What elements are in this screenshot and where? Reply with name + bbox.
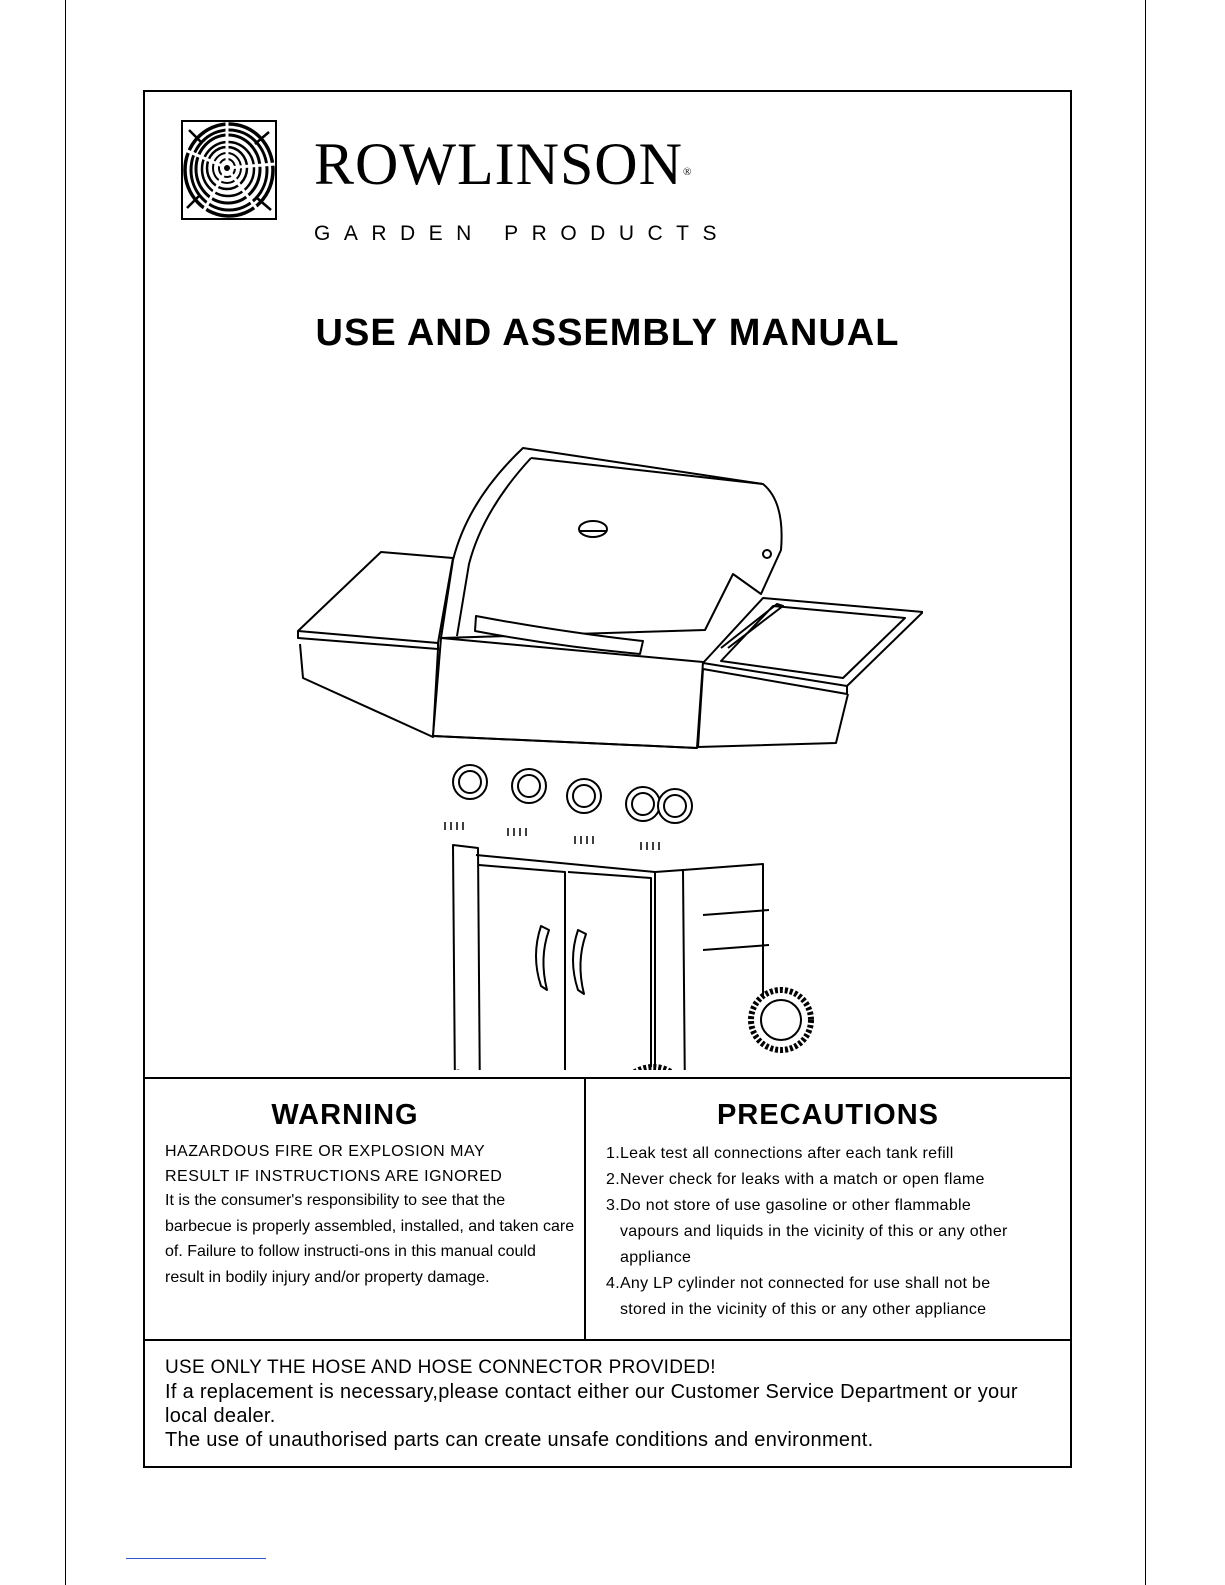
hose-notice-heading: USE ONLY THE HOSE AND HOSE CONNECTOR PROVIDED!: [165, 1357, 716, 1378]
manual-cover-frame: [143, 90, 1072, 1468]
hose-notice-warning: The use of unauthorised parts can create unsafe conditions and environment.: [165, 1429, 874, 1451]
precaution-item: 3.Do not store of use gasoline or other flammable vapours and liquids in the vicinity of this or any other appliance: [606, 1197, 1008, 1266]
brand-logo: [181, 120, 771, 245]
page-edge-right: [1145, 0, 1146, 1585]
warning-headline-line: RESULT IF INSTRUCTIONS ARE IGNORED: [165, 1168, 503, 1185]
tree-ring-icon: [181, 120, 277, 220]
precautions-list: [606, 1141, 1066, 1323]
warning-headline: [165, 1139, 502, 1189]
registered-mark: ®: [682, 166, 693, 178]
footer-link-underline[interactable]: [126, 1558, 266, 1559]
brand-subtitle: GARDEN PRODUCTS: [314, 222, 731, 245]
warning-title: WARNING: [271, 1099, 419, 1131]
warning-headline-line: HAZARDOUS FIRE OR EXPLOSION MAY: [165, 1143, 486, 1160]
hose-notice-replacement: If a replacement is necessary,please contact either our Customer Service Department or your local dealer.: [165, 1381, 1018, 1427]
gas-barbecue-illustration: [293, 440, 923, 1070]
brand-name: ROWLINSON®: [314, 131, 693, 197]
precaution-item: 4.Any LP cylinder not connected for use shall not be stored in the vicinity of this or any other appliance: [606, 1275, 991, 1318]
precaution-item: 1.Leak test all connections after each tank refill: [606, 1145, 954, 1162]
precautions-section: [586, 1079, 1070, 1339]
precautions-title: PRECAUTIONS: [716, 1099, 940, 1131]
warning-body: It is the consumer's responsibility to see that the barbecue is properly assembled, installed, and taken care of. Failure to follow instructi-ons in this manual could result in bodily injury and/or property damage.: [165, 1192, 575, 1286]
section-divider-bottom: [145, 1339, 1070, 1341]
page-edge-left: [65, 0, 66, 1585]
manual-title: USE AND ASSEMBLY MANUAL: [315, 312, 900, 354]
precaution-item: 2.Never check for leaks with a match or open flame: [606, 1171, 985, 1188]
hose-notice: [165, 1356, 1055, 1452]
warning-section: [145, 1079, 584, 1339]
